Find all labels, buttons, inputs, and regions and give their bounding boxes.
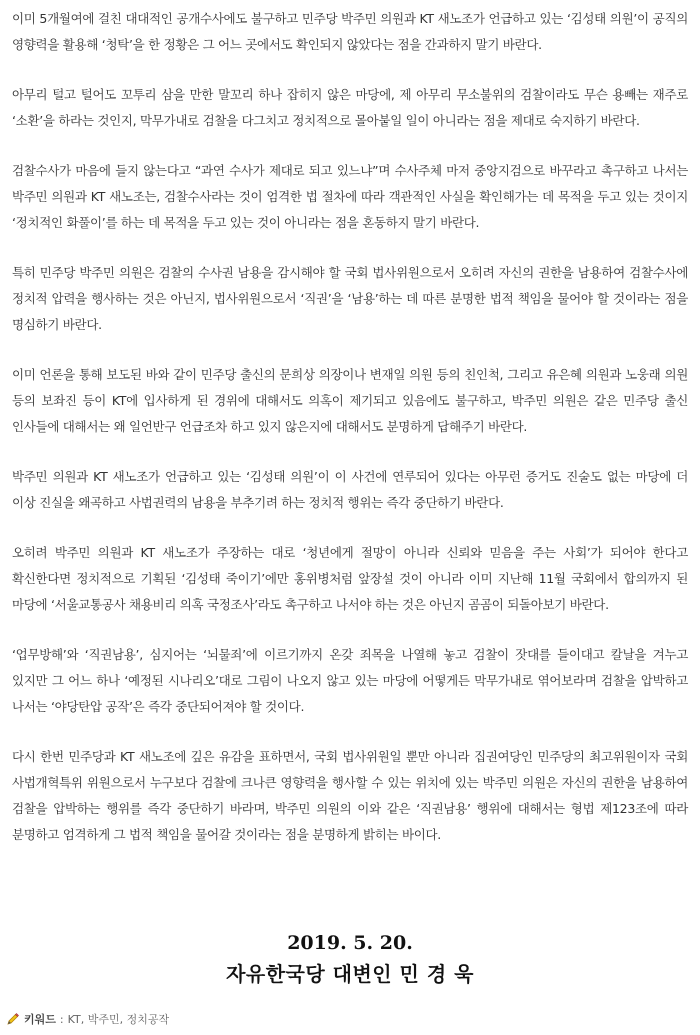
paragraph-8: ‘업무방해’와 ‘직권남용’, 심지어는 ‘뇌물죄’에 이르기까지 온갖 죄목을 나열해 놓고 검찰이 잣대를 들이대고 칼날을 겨누고 있지만 그 어느 하나 ‘예정된 시나리오’대로 그림이 나오지 않고 있는 마당에 어떻게든 막무가내로 엮어보라며 검찰을 압박하고 나서는 ‘야당탄압 공작’은 즉각 중단되어져야 할 것이다. — [12, 647, 688, 714]
paragraph-2: 아무리 털고 털어도 꼬투리 삼을 만한 말꼬리 하나 잡히지 않은 마당에, 제 아무리 무소불위의 검찰이라도 무슨 용빼는 재주로 ‘소환’을 하라는 것인지, 막무가내로 검찰을 다그치고 정치적으로 몰아붙일 일이 아니라는 점을 제대로 숙지하기 바란다. — [12, 87, 688, 128]
pencil-icon — [6, 1012, 20, 1026]
signature-date: 2019. 5. 20. — [287, 932, 413, 954]
paragraph-1: 이미 5개월여에 걸친 대대적인 공개수사에도 불구하고 민주당 박주민 의원과 KT 새노조가 언급하고 있는 ‘김성태 의원’이 공직의 영향력을 활용해 ‘청탁’을 한 정황은 그 어느 곳에서도 확인되지 않았다는 점을 간과하지 말기 바란다. — [12, 11, 688, 52]
paragraph-6: 박주민 의원과 KT 새노조가 언급하고 있는 ‘김성태 의원’이 이 사건에 연루되어 있다는 아무런 증거도 진술도 없는 마당에 더 이상 진실을 왜곡하고 사법권력의 남용을 부추기려 하는 정치적 행위는 즉각 중단하기 바란다. — [12, 469, 688, 510]
paragraph-7: 오히려 박주민 의원과 KT 새노조가 주장하는 대로 ‘청년에게 절망이 아니라 신뢰와 믿음을 주는 사회’가 되어야 한다고 확신한다면 정치적으로 기획된 ‘김성태 죽이기’에만 홍위병처럼 앞장설 것이 아니라 이미 지난해 11월 국회에서 합의까지 된 마당에 ‘서울교통공사 채용비리 의혹 국정조사’라도 촉구하고 나서야 하는 것은 아닌지 곰곰이 되돌아보기 바란다. — [12, 545, 688, 612]
keyword-kt[interactable]: KT — [67, 1012, 81, 1026]
paragraph-3: 검찰수사가 마음에 들지 않는다고 “과연 수사가 제대로 되고 있느냐”며 수사주체 마저 중앙지검으로 바꾸라고 촉구하고 나서는 박주민 의원과 KT 새노조는, 검찰수사라는 것이 엄격한 법 절차에 따라 객관적인 사실을 확인해가는 데 목적을 두고 있는 것이지 ‘정치적인 화풀이’를 하는 데 목적을 두고 있는 것이 아니라는 점을 혼동하지 말기 바란다. — [12, 163, 688, 230]
signature-block — [0, 928, 700, 990]
paragraph-5: 이미 언론을 통해 보도된 바와 같이 민주당 출신의 문희상 의장이나 변재일 의원 등의 친인척, 그리고 유은혜 의원과 노웅래 의원 등의 보좌진 등이 KT에 입사하게 된 경위에 대해서도 의혹이 제기되고 있음에도 불구하고, 박주민 의원은 같은 민주당 출신 인사들에 대해서는 왜 일언반구 언급조차 하고 있지 않은지에 대해서도 분명하게 답해주기 바란다. — [12, 367, 688, 434]
keywords-separator: : — [59, 1012, 64, 1026]
signature-name: 자유한국당 대변인 민 경 욱 — [226, 962, 474, 986]
keywords-label: 키워드 — [24, 1013, 56, 1026]
keywords-bar: 키워드 : KT , 박주민 , 정치공작 — [6, 1008, 694, 1030]
keyword-political-maneuver[interactable]: 정치공작 — [126, 1013, 170, 1026]
keyword-park-jumin[interactable]: 박주민 — [87, 1013, 120, 1026]
paragraph-4: 특히 민주당 박주민 의원은 검찰의 수사권 남용을 감시해야 할 국회 법사위원으로서 오히려 자신의 권한을 남용하여 검찰수사에 정치적 압력을 행사하는 것은 아닌지, 법사위원으로서 ‘직권’을 ‘남용’하는 데 따른 분명한 법적 책임을 물어야 할 것이라는 점을 명심하기 바란다. — [12, 265, 688, 332]
paragraph-9: 다시 한번 민주당과 KT 새노조에 깊은 유감을 표하면서, 국회 법사위원일 뿐만 아니라 집권여당인 민주당의 최고위원이자 국회 사법개혁특위 위원으로서 누구보다 검찰에 크나큰 영향력을 행사할 수 있는 위치에 있는 박주민 의원은 자신의 권한을 남용하여 검찰을 압박하는 행위를 즉각 중단하기 바라며, 박주민 의원의 이와 같은 ‘직권남용’ 행위에 대해서는 형법 제123조에 따라 분명하고 엄격하게 그 법적 책임을 물어갈 것이라는 점을 분명하게 밝히는 바이다. — [12, 749, 688, 842]
article-body — [12, 6, 688, 872]
